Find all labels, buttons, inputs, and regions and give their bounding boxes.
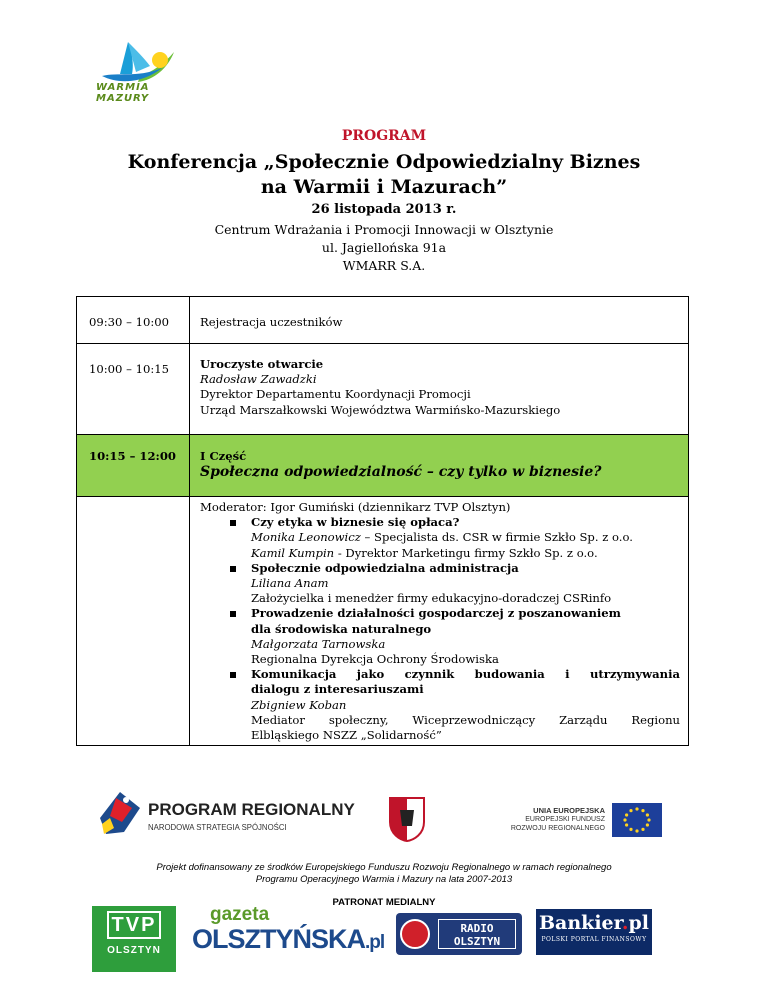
radio-olsztyn-logo: RADIO OLSZTYN [396, 913, 522, 955]
conference-title [0, 150, 768, 200]
part-subtitle: Społeczna odpowiedzialność – czy tylko w biznesie? [200, 464, 602, 481]
logo-wordmark: WARMIA MAZURY [96, 82, 150, 104]
bullet-square-icon [230, 672, 236, 678]
coat-of-arms [388, 796, 426, 842]
moderator: Moderator: Igor Gumiński (dziennikarz TVP Olsztyn) [200, 500, 511, 514]
topic-item: Prowadzenie działalności gospodarczej z poszanowaniem [200, 606, 680, 621]
warmia-mazury-logo [92, 38, 192, 120]
session-details [190, 497, 688, 746]
speaker-line: Monika Leonowicz – Specjalista ds. CSR w firmie Szkło Sp. z o.o. [251, 530, 633, 545]
bankier-logo: Bankier.pl POLSKI PORTAL FINANSOWY [536, 909, 652, 955]
venue: Centrum Wdrażania i Promocji Innowacji w Olsztynie [214, 222, 554, 237]
speaker-name: Radosław Zawadzki [200, 372, 317, 387]
session-cell [190, 435, 688, 496]
funding-note: Projekt dofinansowany ze środków Europejskiego Funduszu Rozwoju Regionalnego w ramach regionalnego Programu Operacyjnego Warmia i Mazury na lata 2007-2013 [156, 862, 612, 885]
time-cell: 09:30 – 10:00 [77, 297, 190, 343]
speaker-role: Dyrektor Departamentu Koordynacji Promocji [200, 387, 471, 402]
media-patronage-label: PATRONAT MEDIALNY [332, 897, 436, 908]
part-label: I Część [200, 449, 247, 463]
speaker-role: Regionalna Dyrekcja Ochrony Środowiska [251, 652, 499, 667]
title-line-2: na Warmii i Mazurach” [260, 176, 508, 198]
eu-flag-icon [612, 803, 662, 837]
title-line-1: Konferencja „Społecznie Odpowiedzialny Biznes [127, 151, 641, 173]
address: ul. Jagiellońska 91a [321, 240, 447, 255]
eu-fund-label: UNIA EUROPEJSKA EUROPEJSKI FUNDUSZ ROZWOJU REGIONALNEGO [510, 806, 605, 832]
session-title: Rejestracja uczestników [200, 315, 343, 329]
speaker-organization: Urząd Marszałkowski Województwa Warmińsko-Mazurskiego [200, 402, 561, 417]
topic-item-cont: dla środowiska naturalnego [251, 621, 432, 636]
radio-disc-icon [400, 919, 430, 949]
speaker-role: Założycielka i menedżer firmy edukacyjno-doradczej CSRinfo [251, 591, 612, 606]
gazeta-logo-top: gazeta [210, 904, 270, 925]
time-cell: 10:00 – 10:15 [77, 344, 190, 434]
speaker-name: Małgorzata Tarnowska [251, 636, 386, 651]
program-regionalny-title: PROGRAM REGIONALNY [148, 800, 355, 819]
session-cell [190, 344, 688, 434]
agenda-row [77, 497, 688, 746]
topic-item: Komunikacja jako czynnik budowania i utrzymywania [200, 667, 680, 682]
organizer: WMARR S.A. [342, 258, 426, 273]
speaker-line: Kamil Kumpin - Dyrektor Marketingu firmy Szkło Sp. z o.o. [251, 545, 598, 560]
agenda-table [76, 296, 689, 746]
program-label: PROGRAM [341, 128, 427, 144]
topic-item: Czy etyka w biznesie się opłaca? [200, 515, 680, 530]
agenda-row [77, 297, 688, 344]
agenda-row [77, 344, 688, 435]
conference-date: 26 listopada 2013 r. [311, 202, 457, 217]
bullet-square-icon [230, 611, 236, 617]
session-title: Uroczyste otwarcie [200, 357, 324, 371]
agenda-row-highlighted [77, 435, 688, 497]
speaker-name: Zbigniew Koban [251, 697, 347, 712]
time-cell-empty [77, 497, 190, 746]
topic-item: Społecznie odpowiedzialna administracja [200, 561, 680, 576]
session-cell [190, 297, 688, 343]
speaker-name: Liliana Anam [251, 576, 329, 591]
bullet-square-icon [230, 520, 236, 526]
topic-item-cont: dialogu z interesariuszami [251, 682, 424, 697]
bullet-square-icon [230, 566, 236, 572]
program-regionalny-subtitle: NARODOWA STRATEGIA SPÓJNOŚCI [148, 823, 287, 832]
gazeta-olsztynska-logo: OLSZTYŃSKA.pl [192, 924, 385, 954]
speaker-role-cont: Elbląskiego NSZZ „Solidarność” [251, 728, 442, 743]
time-cell: 10:15 – 12:00 [77, 435, 190, 496]
tvp-olsztyn-logo: TVP OLSZTYN [92, 906, 176, 972]
speaker-role: Mediator społeczny, Wiceprzewodniczący Zarządu Regionu [251, 712, 680, 727]
